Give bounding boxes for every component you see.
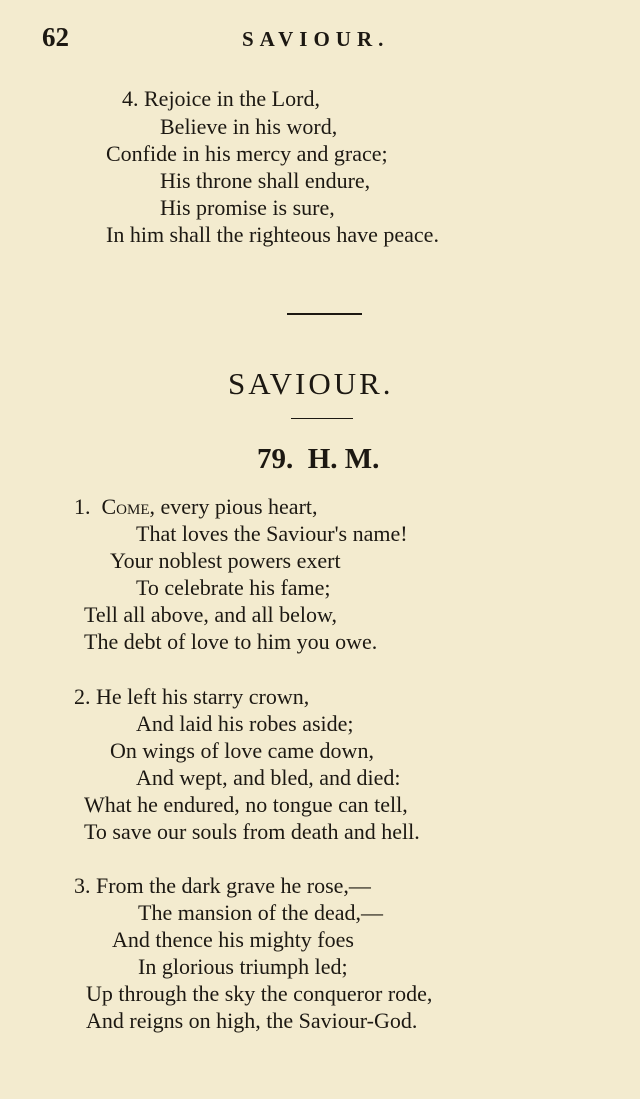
first-word: Come,: [101, 494, 156, 519]
hymn-line: On wings of love came down,: [110, 738, 374, 763]
page-number: 62: [42, 22, 69, 52]
hymn-line: 3. From the dark grave he rose,—: [74, 873, 371, 898]
section-title: SAVIOUR.: [228, 366, 394, 401]
hymn-line: The debt of love to him you owe.: [84, 629, 378, 654]
hymn-line: And thence his mighty foes: [112, 927, 354, 952]
hymn-line: And reigns on high, the Saviour-God.: [86, 1008, 418, 1033]
prev-hymn-line: In him shall the righteous have peace.: [106, 222, 439, 247]
hymn-line: And laid his robes aside;: [136, 711, 354, 736]
hymn-line: The mansion of the dead,—: [138, 900, 383, 925]
verse-number: 3.: [74, 873, 91, 898]
running-head: SAVIOUR.: [242, 27, 390, 51]
prev-hymn-line: Believe in his word,: [160, 114, 338, 139]
hymn-meter: H. M.: [307, 443, 380, 475]
hymn-line: 2. He left his starry crown,: [74, 684, 310, 709]
prev-hymn-line: His throne shall endure,: [160, 168, 371, 193]
hymn-line: In glorious triumph led;: [138, 954, 348, 979]
prev-hymn-line: 4. Rejoice in the Lord,: [122, 86, 320, 111]
prev-hymn-line: His promise is sure,: [160, 195, 335, 220]
hymn-line: 1. Come, every pious heart,: [74, 494, 318, 519]
hymn-line: And wept, and bled, and died:: [136, 765, 401, 790]
verse-number: 4.: [122, 86, 139, 111]
hymn-line: To save our souls from death and hell.: [84, 819, 420, 844]
verse-number: 1.: [74, 494, 91, 519]
hymn-line: What he endured, no tongue can tell,: [84, 792, 408, 817]
hymn-line: To celebrate his fame;: [136, 575, 331, 600]
hymn-line: Tell all above, and all below,: [84, 602, 337, 627]
hymn-heading: [257, 443, 379, 476]
verse-number: 2.: [74, 684, 91, 709]
hymn-line: Up through the sky the conqueror rode,: [86, 981, 433, 1006]
hymn-line: That loves the Saviour's name!: [136, 521, 408, 546]
title-underline: [291, 418, 353, 419]
prev-hymn-line: Confide in his mercy and grace;: [106, 141, 388, 166]
hymn-number: 79.: [257, 443, 294, 475]
section-divider: [287, 313, 362, 315]
hymn-line: Your noblest powers exert: [110, 548, 341, 573]
